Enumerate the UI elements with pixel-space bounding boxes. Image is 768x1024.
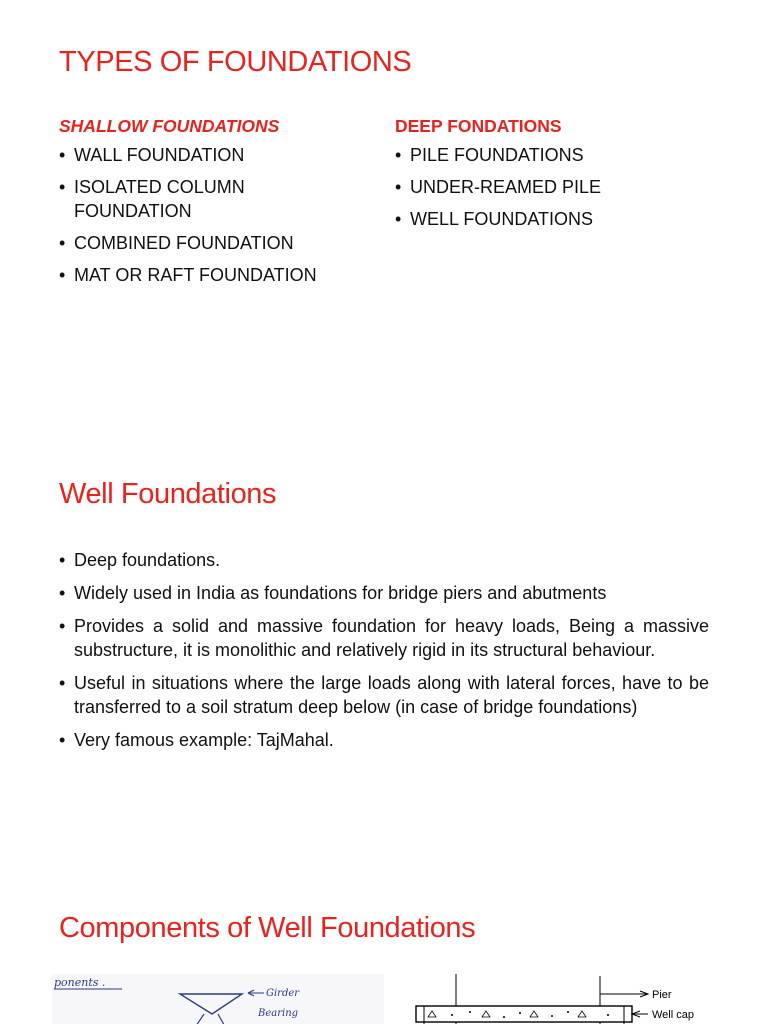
deep-foundations-column — [395, 116, 725, 239]
list-item: • Very famous example: TajMahal. — [59, 728, 709, 752]
sketch-heading: ponents . — [54, 976, 106, 989]
column-heading: SHALLOW FOUNDATIONS — [59, 116, 280, 136]
list-item: • Useful in situations where the large loads along with lateral forces, have to be transferred to a soil stratum deep below (in case of bridge foundations) — [59, 671, 709, 719]
list-item: • PILE FOUNDATIONS — [395, 143, 725, 167]
label-pier: Pier — [652, 989, 672, 1001]
well-foundation-diagram — [412, 974, 712, 1024]
list-item: • ISOLATED COLUMN FOUNDATION — [59, 175, 264, 223]
label-well-cap: Well cap — [652, 1009, 694, 1021]
bullet-list — [59, 548, 709, 761]
list-item: • WELL FOUNDATIONS — [395, 207, 725, 231]
list-item: • UNDER-REAMED PILE — [395, 175, 725, 199]
list-item: • Deep foundations. — [59, 548, 709, 572]
slide-title: TYPES OF FOUNDATIONS — [59, 46, 412, 78]
shallow-foundations-column — [59, 116, 379, 295]
hand-sketch-figure — [52, 974, 384, 1024]
list-item: • Widely used in India as foundations for bridge piers and abutments — [59, 581, 709, 605]
bullet-list — [59, 143, 379, 287]
slide-title: Components of Well Foundations — [59, 912, 476, 944]
label-bearing: Bearing — [258, 1008, 299, 1019]
list-item: • Provides a solid and massive foundation for heavy loads, Being a massive substructure, it is monolithic and relatively rigid in its structural behaviour. — [59, 614, 709, 662]
slide-well-foundations — [0, 432, 768, 864]
column-heading: DEEP FONDATIONS — [395, 116, 562, 136]
slide-components-of-well-foundations — [0, 864, 768, 1024]
bullet-list — [395, 143, 725, 231]
list-item: • COMBINED FOUNDATION — [59, 231, 379, 255]
slide-title: Well Foundations — [59, 478, 277, 510]
well-cap — [416, 1006, 632, 1022]
label-girder: Girder — [266, 988, 300, 999]
slide-types-of-foundations — [0, 0, 768, 432]
list-item: • WALL FOUNDATION — [59, 143, 379, 167]
list-item: • MAT OR RAFT FOUNDATION — [59, 263, 379, 287]
